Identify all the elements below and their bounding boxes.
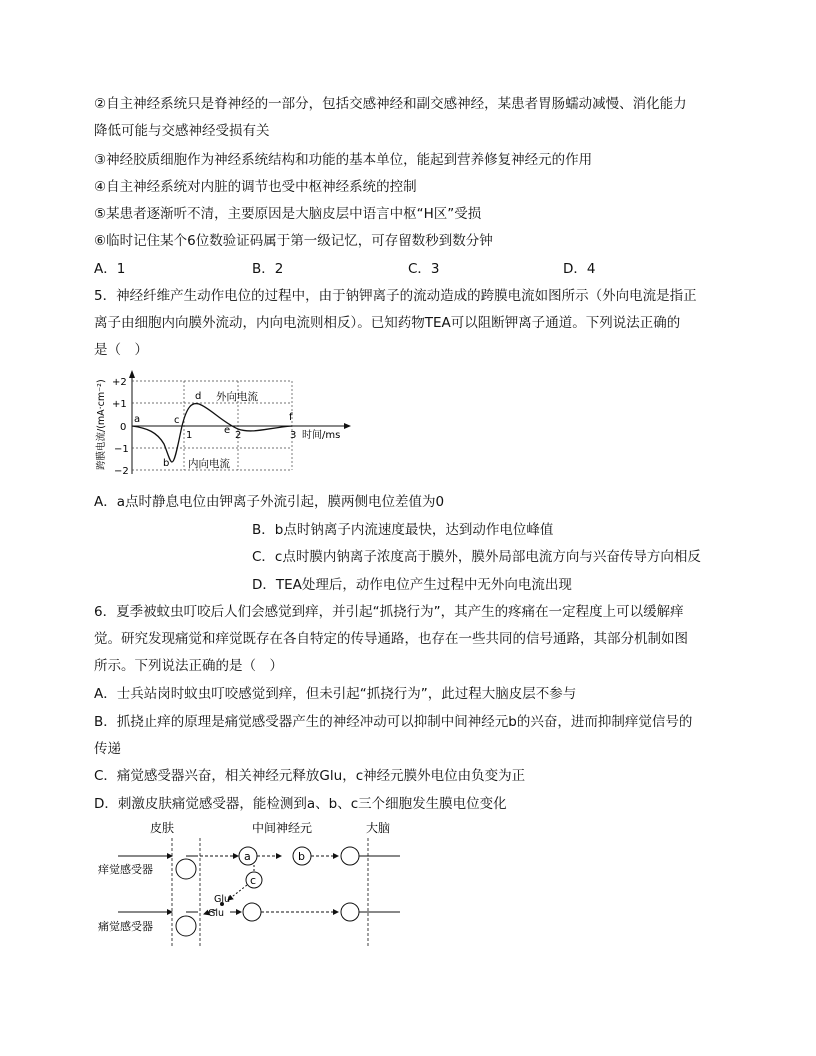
x-tick-3: 3 bbox=[290, 430, 297, 441]
point-e: e bbox=[224, 425, 231, 436]
label-pain-receptor: 痛觉感受器 bbox=[98, 920, 153, 933]
chart-ylabel: 跨膜电流/(mA·cm⁻²) bbox=[96, 379, 107, 470]
itch-receptor-neuron bbox=[176, 859, 196, 879]
q6-option-b-cont: 传递 bbox=[94, 741, 121, 757]
label-brain: 大脑 bbox=[366, 821, 391, 835]
q5-stem-2: 离子由细胞内向膜外流动，内向电流则相反）。已知药物TEA可以阻断钾离子通道。下列说法正确的 bbox=[94, 315, 681, 331]
y-tick-minus1: −1 bbox=[114, 444, 129, 455]
point-b: b bbox=[163, 458, 170, 469]
q4-item-5: ⑤某患者逐渐听不清，主要原因是大脑皮层中语言中枢“H区”受损 bbox=[94, 206, 482, 222]
q6-option-a: A．士兵站岗时蚊虫叮咬感觉到痒，但未引起“抓挠行为”，此过程大脑皮层不参与 bbox=[94, 686, 577, 702]
q4-option-d: D．4 bbox=[563, 261, 596, 277]
q6-option-d: D．刺激皮肤痛觉感受器，能检测到a、b、c三个细胞发生膜电位变化 bbox=[94, 796, 507, 812]
itch-pain-pathway-diagram bbox=[96, 818, 406, 950]
q4-item-6: ⑥临时记住某个6位数验证码属于第一级记忆，可存留数秒到数分钟 bbox=[94, 233, 493, 249]
pain-interneuron bbox=[243, 903, 261, 921]
neuron-c-label: c bbox=[250, 874, 257, 887]
point-d: d bbox=[195, 391, 202, 402]
glu-label-bottom: Glu bbox=[208, 908, 225, 919]
q6-option-b: B．抓挠止痒的原理是痛觉感受器产生的神经冲动可以抑制中间神经元b的兴奋，进而抑制痒觉信号的 bbox=[94, 714, 693, 730]
q4-item-4: ④自主神经系统对内脏的调节也受中枢神经系统的控制 bbox=[94, 179, 417, 195]
glu-label-top: Glu bbox=[214, 894, 231, 905]
q4-option-a: A．1 bbox=[94, 261, 126, 277]
neuron-a-label: a bbox=[244, 850, 251, 863]
q6-stem-1: 6．夏季被蚊虫叮咬后人们会感觉到痒，并引起“抓挠行为”，其产生的疼痛在一定程度上可以缓解痒 bbox=[94, 604, 684, 620]
membrane-current-chart bbox=[92, 366, 362, 482]
q4-item-2: ②自主神经系统只是脊神经的一部分，包括交感神经和副交感神经，某患者胃肠蠕动减慢、消化能力 bbox=[94, 96, 687, 112]
q5-option-d: D．TEA处理后，动作电位产生过程中无外向电流出现 bbox=[252, 577, 572, 593]
y-tick-plus1: +1 bbox=[112, 399, 127, 410]
q5-stem-1: 5．神经纤维产生动作电位的过程中，由于钠钾离子的流动造成的跨膜电流如图所示（外向电流是指正 bbox=[94, 288, 697, 304]
label-interneuron: 中间神经元 bbox=[252, 821, 313, 835]
q5-stem-3: 是（ ） bbox=[94, 342, 148, 358]
q4-item-3: ③神经胶质细胞作为神经系统结构和功能的基本单位，能起到营养修复神经元的作用 bbox=[94, 152, 593, 168]
outward-current-label: 外向电流 bbox=[216, 391, 258, 403]
q4-item-2-cont: 降低可能与交感神经受损有关 bbox=[94, 123, 270, 139]
point-f: f bbox=[289, 412, 293, 423]
q6-stem-3: 所示。下列说法正确的是（ ） bbox=[94, 658, 283, 674]
q6-stem-2: 觉。研究发现痛觉和痒觉既存在各自特定的传导通路，也存在一些共同的信号通路，其部分机制如图 bbox=[94, 631, 688, 647]
current-curve bbox=[132, 404, 292, 462]
q4-option-c: C．3 bbox=[408, 261, 440, 277]
label-skin: 皮肤 bbox=[150, 821, 175, 835]
pain-brain-neuron bbox=[341, 903, 359, 921]
x-tick-1: 1 bbox=[186, 430, 193, 441]
point-c: c bbox=[174, 415, 180, 426]
q5-option-b: B．b点时钠离子内流速度最快，达到动作电位峰值 bbox=[252, 522, 554, 538]
itch-brain-neuron bbox=[341, 847, 359, 865]
y-tick-0: 0 bbox=[120, 422, 127, 433]
q5-option-a: A．a点时静息电位由钾离子外流引起，膜两侧电位差值为0 bbox=[94, 494, 445, 510]
x-tick-2: 2 bbox=[235, 430, 242, 441]
q6-option-c: C．痛觉感受器兴奋，相关神经元释放Glu，c神经元膜外电位由负变为正 bbox=[94, 768, 526, 784]
chart-xlabel: 时间/ms bbox=[302, 430, 341, 441]
inward-current-label: 内向电流 bbox=[188, 458, 230, 470]
label-itch-receptor: 痒觉感受器 bbox=[98, 863, 153, 876]
y-tick-minus2: −2 bbox=[114, 466, 129, 477]
y-tick-plus2: +2 bbox=[112, 377, 127, 388]
q4-option-b: B．2 bbox=[252, 261, 284, 277]
point-a: a bbox=[134, 414, 141, 425]
neuron-b-label: b bbox=[298, 850, 305, 863]
pain-receptor-neuron bbox=[176, 916, 196, 936]
q5-option-c: C．c点时膜内钠离子浓度高于膜外，膜外局部电流方向与兴奋传导方向相反 bbox=[252, 549, 701, 565]
